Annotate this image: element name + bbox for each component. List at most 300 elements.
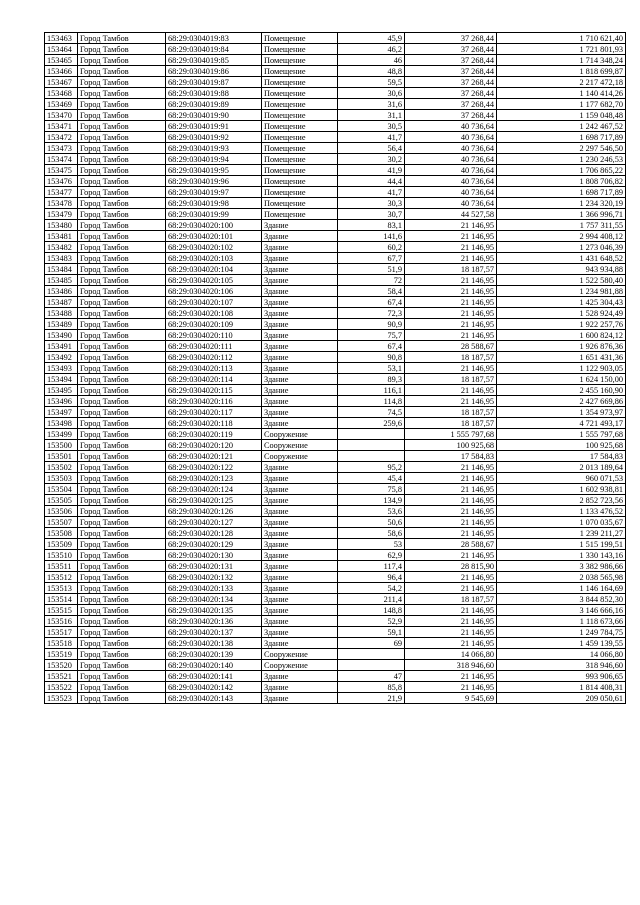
municipality-cell: Город Тамбов xyxy=(78,242,166,253)
object-type-cell: Помещение xyxy=(262,44,338,55)
unit-value-cell: 1 555 797,68 xyxy=(405,429,497,440)
row-number-cell: 153503 xyxy=(45,473,78,484)
cadastral-value-cell: 1 159 048,48 xyxy=(497,110,626,121)
table-row xyxy=(45,297,626,308)
area-cell: 46 xyxy=(338,55,405,66)
municipality-cell: Город Тамбов xyxy=(78,385,166,396)
table-row xyxy=(45,506,626,517)
object-type-cell: Здание xyxy=(262,616,338,627)
cadastral-value-cell: 1 922 257,76 xyxy=(497,319,626,330)
table-row xyxy=(45,242,626,253)
object-type-cell: Помещение xyxy=(262,154,338,165)
table-row xyxy=(45,44,626,55)
row-number-cell: 153467 xyxy=(45,77,78,88)
object-type-cell: Здание xyxy=(262,550,338,561)
area-cell: 74,5 xyxy=(338,407,405,418)
area-cell xyxy=(338,440,405,451)
row-number-cell: 153490 xyxy=(45,330,78,341)
municipality-cell: Город Тамбов xyxy=(78,550,166,561)
area-cell: 95,2 xyxy=(338,462,405,473)
object-type-cell: Здание xyxy=(262,528,338,539)
row-number-cell: 153476 xyxy=(45,176,78,187)
unit-value-cell: 37 268,44 xyxy=(405,77,497,88)
cadastral-value-cell: 318 946,60 xyxy=(497,660,626,671)
row-number-cell: 153510 xyxy=(45,550,78,561)
cadastral-value-cell: 943 934,88 xyxy=(497,264,626,275)
municipality-cell: Город Тамбов xyxy=(78,517,166,528)
object-type-cell: Здание xyxy=(262,341,338,352)
row-number-cell: 153471 xyxy=(45,121,78,132)
cadastral-number-cell: 68:29:0304020:126 xyxy=(166,506,262,517)
table-row xyxy=(45,286,626,297)
municipality-cell: Город Тамбов xyxy=(78,660,166,671)
unit-value-cell: 21 146,95 xyxy=(405,671,497,682)
area-cell: 30,3 xyxy=(338,198,405,209)
table-row xyxy=(45,88,626,99)
table-row xyxy=(45,132,626,143)
area-cell: 72 xyxy=(338,275,405,286)
table-row xyxy=(45,418,626,429)
area-cell: 52,9 xyxy=(338,616,405,627)
table-row xyxy=(45,550,626,561)
municipality-cell: Город Тамбов xyxy=(78,495,166,506)
row-number-cell: 153486 xyxy=(45,286,78,297)
cadastral-number-cell: 68:29:0304020:113 xyxy=(166,363,262,374)
table-row xyxy=(45,363,626,374)
municipality-cell: Город Тамбов xyxy=(78,275,166,286)
area-cell: 72,3 xyxy=(338,308,405,319)
cadastral-number-cell: 68:29:0304020:130 xyxy=(166,550,262,561)
municipality-cell: Город Тамбов xyxy=(78,528,166,539)
municipality-cell: Город Тамбов xyxy=(78,154,166,165)
unit-value-cell: 21 146,95 xyxy=(405,583,497,594)
municipality-cell: Город Тамбов xyxy=(78,165,166,176)
cadastral-value-table xyxy=(44,32,626,704)
row-number-cell: 153465 xyxy=(45,55,78,66)
cadastral-number-cell: 68:29:0304020:123 xyxy=(166,473,262,484)
area-cell: 75,8 xyxy=(338,484,405,495)
municipality-cell: Город Тамбов xyxy=(78,396,166,407)
object-type-cell: Помещение xyxy=(262,132,338,143)
municipality-cell: Город Тамбов xyxy=(78,616,166,627)
cadastral-number-cell: 68:29:0304020:110 xyxy=(166,330,262,341)
object-type-cell: Здание xyxy=(262,297,338,308)
object-type-cell: Помещение xyxy=(262,66,338,77)
cadastral-number-cell: 68:29:0304020:138 xyxy=(166,638,262,649)
table-row xyxy=(45,330,626,341)
unit-value-cell: 21 146,95 xyxy=(405,550,497,561)
municipality-cell: Город Тамбов xyxy=(78,297,166,308)
row-number-cell: 153472 xyxy=(45,132,78,143)
cadastral-value-cell: 1 528 924,49 xyxy=(497,308,626,319)
cadastral-value-cell: 1 522 580,40 xyxy=(497,275,626,286)
area-cell: 58,4 xyxy=(338,286,405,297)
table-row xyxy=(45,110,626,121)
cadastral-number-cell: 68:29:0304019:88 xyxy=(166,88,262,99)
row-number-cell: 153464 xyxy=(45,44,78,55)
table-row xyxy=(45,319,626,330)
municipality-cell: Город Тамбов xyxy=(78,66,166,77)
table-row xyxy=(45,495,626,506)
area-cell: 30,7 xyxy=(338,209,405,220)
cadastral-number-cell: 68:29:0304020:104 xyxy=(166,264,262,275)
row-number-cell: 153480 xyxy=(45,220,78,231)
cadastral-number-cell: 68:29:0304020:120 xyxy=(166,440,262,451)
unit-value-cell: 17 584,83 xyxy=(405,451,497,462)
object-type-cell: Здание xyxy=(262,682,338,693)
object-type-cell: Помещение xyxy=(262,165,338,176)
row-number-cell: 153516 xyxy=(45,616,78,627)
unit-value-cell: 28 588,67 xyxy=(405,539,497,550)
municipality-cell: Город Тамбов xyxy=(78,99,166,110)
cadastral-number-cell: 68:29:0304020:140 xyxy=(166,660,262,671)
cadastral-value-cell: 1 425 304,43 xyxy=(497,297,626,308)
row-number-cell: 153474 xyxy=(45,154,78,165)
cadastral-number-cell: 68:29:0304020:133 xyxy=(166,583,262,594)
area-cell: 53,1 xyxy=(338,363,405,374)
municipality-cell: Город Тамбов xyxy=(78,539,166,550)
object-type-cell: Сооружение xyxy=(262,451,338,462)
row-number-cell: 153468 xyxy=(45,88,78,99)
object-type-cell: Здание xyxy=(262,407,338,418)
municipality-cell: Город Тамбов xyxy=(78,110,166,121)
municipality-cell: Город Тамбов xyxy=(78,341,166,352)
object-type-cell: Здание xyxy=(262,517,338,528)
municipality-cell: Город Тамбов xyxy=(78,561,166,572)
row-number-cell: 153493 xyxy=(45,363,78,374)
area-cell: 30,5 xyxy=(338,121,405,132)
cadastral-number-cell: 68:29:0304019:93 xyxy=(166,143,262,154)
table-row xyxy=(45,165,626,176)
cadastral-number-cell: 68:29:0304020:137 xyxy=(166,627,262,638)
area-cell: 90,9 xyxy=(338,319,405,330)
cadastral-number-cell: 68:29:0304020:107 xyxy=(166,297,262,308)
row-number-cell: 153509 xyxy=(45,539,78,550)
area-cell: 54,2 xyxy=(338,583,405,594)
area-cell: 41,7 xyxy=(338,187,405,198)
unit-value-cell: 21 146,95 xyxy=(405,220,497,231)
object-type-cell: Помещение xyxy=(262,209,338,220)
area-cell: 85,8 xyxy=(338,682,405,693)
unit-value-cell: 21 146,95 xyxy=(405,385,497,396)
object-type-cell: Помещение xyxy=(262,143,338,154)
row-number-cell: 153496 xyxy=(45,396,78,407)
unit-value-cell: 37 268,44 xyxy=(405,44,497,55)
area-cell: 114,8 xyxy=(338,396,405,407)
cadastral-value-cell: 1 242 467,52 xyxy=(497,121,626,132)
unit-value-cell: 40 736,64 xyxy=(405,165,497,176)
object-type-cell: Помещение xyxy=(262,88,338,99)
table-row xyxy=(45,484,626,495)
object-type-cell: Помещение xyxy=(262,198,338,209)
municipality-cell: Город Тамбов xyxy=(78,594,166,605)
area-cell: 211,4 xyxy=(338,594,405,605)
row-number-cell: 153485 xyxy=(45,275,78,286)
municipality-cell: Город Тамбов xyxy=(78,77,166,88)
municipality-cell: Город Тамбов xyxy=(78,143,166,154)
municipality-cell: Город Тамбов xyxy=(78,429,166,440)
object-type-cell: Здание xyxy=(262,473,338,484)
object-type-cell: Здание xyxy=(262,231,338,242)
municipality-cell: Город Тамбов xyxy=(78,352,166,363)
table-row xyxy=(45,528,626,539)
cadastral-number-cell: 68:29:0304020:108 xyxy=(166,308,262,319)
area-cell: 134,9 xyxy=(338,495,405,506)
object-type-cell: Здание xyxy=(262,561,338,572)
cadastral-value-cell: 3 844 852,30 xyxy=(497,594,626,605)
unit-value-cell: 40 736,64 xyxy=(405,187,497,198)
unit-value-cell: 18 187,57 xyxy=(405,352,497,363)
cadastral-number-cell: 68:29:0304020:141 xyxy=(166,671,262,682)
object-type-cell: Помещение xyxy=(262,33,338,44)
cadastral-number-cell: 68:29:0304019:91 xyxy=(166,121,262,132)
area-cell: 259,6 xyxy=(338,418,405,429)
unit-value-cell: 28 588,67 xyxy=(405,341,497,352)
area-cell: 31,6 xyxy=(338,99,405,110)
object-type-cell: Сооружение xyxy=(262,429,338,440)
cadastral-value-cell: 2 217 472,18 xyxy=(497,77,626,88)
municipality-cell: Город Тамбов xyxy=(78,627,166,638)
table-row xyxy=(45,627,626,638)
municipality-cell: Город Тамбов xyxy=(78,231,166,242)
cadastral-value-cell: 1 814 408,31 xyxy=(497,682,626,693)
table-row xyxy=(45,594,626,605)
object-type-cell: Здание xyxy=(262,671,338,682)
object-type-cell: Помещение xyxy=(262,99,338,110)
cadastral-value-cell: 1 757 311,55 xyxy=(497,220,626,231)
cadastral-number-cell: 68:29:0304020:106 xyxy=(166,286,262,297)
unit-value-cell: 21 146,95 xyxy=(405,517,497,528)
cadastral-value-cell: 993 906,65 xyxy=(497,671,626,682)
table-row xyxy=(45,539,626,550)
table-body xyxy=(45,33,626,704)
cadastral-value-cell: 1 926 876,36 xyxy=(497,341,626,352)
row-number-cell: 153492 xyxy=(45,352,78,363)
area-cell: 30,6 xyxy=(338,88,405,99)
cadastral-value-cell: 2 427 669,86 xyxy=(497,396,626,407)
cadastral-value-cell: 1 140 414,26 xyxy=(497,88,626,99)
cadastral-number-cell: 68:29:0304020:115 xyxy=(166,385,262,396)
unit-value-cell: 21 146,95 xyxy=(405,638,497,649)
cadastral-number-cell: 68:29:0304019:94 xyxy=(166,154,262,165)
cadastral-number-cell: 68:29:0304020:105 xyxy=(166,275,262,286)
cadastral-value-cell: 2 013 189,64 xyxy=(497,462,626,473)
cadastral-number-cell: 68:29:0304020:101 xyxy=(166,231,262,242)
area-cell: 31,1 xyxy=(338,110,405,121)
table-row xyxy=(45,385,626,396)
cadastral-value-cell: 1 624 150,00 xyxy=(497,374,626,385)
row-number-cell: 153478 xyxy=(45,198,78,209)
area-cell: 62,9 xyxy=(338,550,405,561)
table-row xyxy=(45,451,626,462)
municipality-cell: Город Тамбов xyxy=(78,55,166,66)
municipality-cell: Город Тамбов xyxy=(78,286,166,297)
table-row xyxy=(45,55,626,66)
unit-value-cell: 37 268,44 xyxy=(405,33,497,44)
cadastral-value-cell: 209 050,61 xyxy=(497,693,626,704)
cadastral-number-cell: 68:29:0304020:134 xyxy=(166,594,262,605)
unit-value-cell: 21 146,95 xyxy=(405,462,497,473)
municipality-cell: Город Тамбов xyxy=(78,187,166,198)
unit-value-cell: 40 736,64 xyxy=(405,121,497,132)
unit-value-cell: 18 187,57 xyxy=(405,594,497,605)
row-number-cell: 153484 xyxy=(45,264,78,275)
area-cell: 67,7 xyxy=(338,253,405,264)
unit-value-cell: 40 736,64 xyxy=(405,132,497,143)
table-row xyxy=(45,154,626,165)
row-number-cell: 153499 xyxy=(45,429,78,440)
area-cell: 53,6 xyxy=(338,506,405,517)
area-cell: 47 xyxy=(338,671,405,682)
cadastral-number-cell: 68:29:0304020:128 xyxy=(166,528,262,539)
object-type-cell: Здание xyxy=(262,506,338,517)
row-number-cell: 153521 xyxy=(45,671,78,682)
area-cell: 116,1 xyxy=(338,385,405,396)
cadastral-value-cell: 1 515 199,51 xyxy=(497,539,626,550)
object-type-cell: Помещение xyxy=(262,77,338,88)
row-number-cell: 153470 xyxy=(45,110,78,121)
cadastral-value-cell: 3 382 986,66 xyxy=(497,561,626,572)
area-cell: 69 xyxy=(338,638,405,649)
municipality-cell: Город Тамбов xyxy=(78,407,166,418)
row-number-cell: 153483 xyxy=(45,253,78,264)
table-row xyxy=(45,143,626,154)
cadastral-number-cell: 68:29:0304019:97 xyxy=(166,187,262,198)
object-type-cell: Здание xyxy=(262,627,338,638)
object-type-cell: Здание xyxy=(262,396,338,407)
unit-value-cell: 37 268,44 xyxy=(405,55,497,66)
unit-value-cell: 21 146,95 xyxy=(405,275,497,286)
row-number-cell: 153498 xyxy=(45,418,78,429)
object-type-cell: Здание xyxy=(262,242,338,253)
object-type-cell: Здание xyxy=(262,418,338,429)
cadastral-number-cell: 68:29:0304020:116 xyxy=(166,396,262,407)
table-row xyxy=(45,231,626,242)
cadastral-number-cell: 68:29:0304020:135 xyxy=(166,605,262,616)
row-number-cell: 153466 xyxy=(45,66,78,77)
row-number-cell: 153487 xyxy=(45,297,78,308)
cadastral-number-cell: 68:29:0304020:118 xyxy=(166,418,262,429)
cadastral-value-cell: 1 555 797,68 xyxy=(497,429,626,440)
area-cell xyxy=(338,660,405,671)
cadastral-value-cell: 4 721 493,17 xyxy=(497,418,626,429)
cadastral-value-cell: 1 651 431,36 xyxy=(497,352,626,363)
unit-value-cell: 21 146,95 xyxy=(405,396,497,407)
unit-value-cell: 100 925,68 xyxy=(405,440,497,451)
cadastral-number-cell: 68:29:0304020:124 xyxy=(166,484,262,495)
cadastral-value-cell: 1 249 784,75 xyxy=(497,627,626,638)
cadastral-number-cell: 68:29:0304020:132 xyxy=(166,572,262,583)
cadastral-value-cell: 14 066,80 xyxy=(497,649,626,660)
municipality-cell: Город Тамбов xyxy=(78,682,166,693)
object-type-cell: Здание xyxy=(262,264,338,275)
object-type-cell: Здание xyxy=(262,638,338,649)
row-number-cell: 153518 xyxy=(45,638,78,649)
municipality-cell: Город Тамбов xyxy=(78,671,166,682)
area-cell xyxy=(338,649,405,660)
cadastral-value-cell: 1 459 139,55 xyxy=(497,638,626,649)
area-cell: 46,2 xyxy=(338,44,405,55)
municipality-cell: Город Тамбов xyxy=(78,484,166,495)
table-row xyxy=(45,693,626,704)
municipality-cell: Город Тамбов xyxy=(78,473,166,484)
table-row xyxy=(45,517,626,528)
unit-value-cell: 40 736,64 xyxy=(405,198,497,209)
row-number-cell: 153507 xyxy=(45,517,78,528)
cadastral-value-cell: 1 600 824,12 xyxy=(497,330,626,341)
table-row xyxy=(45,187,626,198)
unit-value-cell: 21 146,95 xyxy=(405,297,497,308)
row-number-cell: 153502 xyxy=(45,462,78,473)
cadastral-value-cell: 1 146 164,69 xyxy=(497,583,626,594)
table-row xyxy=(45,209,626,220)
cadastral-number-cell: 68:29:0304020:119 xyxy=(166,429,262,440)
municipality-cell: Город Тамбов xyxy=(78,572,166,583)
area-cell: 117,4 xyxy=(338,561,405,572)
object-type-cell: Здание xyxy=(262,363,338,374)
area-cell: 89,3 xyxy=(338,374,405,385)
object-type-cell: Здание xyxy=(262,385,338,396)
object-type-cell: Здание xyxy=(262,495,338,506)
area-cell: 141,6 xyxy=(338,231,405,242)
row-number-cell: 153479 xyxy=(45,209,78,220)
object-type-cell: Здание xyxy=(262,253,338,264)
table-row xyxy=(45,264,626,275)
area-cell: 45,9 xyxy=(338,33,405,44)
table-row xyxy=(45,341,626,352)
object-type-cell: Помещение xyxy=(262,55,338,66)
object-type-cell: Здание xyxy=(262,462,338,473)
cadastral-number-cell: 68:29:0304019:92 xyxy=(166,132,262,143)
unit-value-cell: 21 146,95 xyxy=(405,682,497,693)
object-type-cell: Здание xyxy=(262,605,338,616)
table-row xyxy=(45,671,626,682)
row-number-cell: 153512 xyxy=(45,572,78,583)
object-type-cell: Помещение xyxy=(262,110,338,121)
row-number-cell: 153501 xyxy=(45,451,78,462)
cadastral-number-cell: 68:29:0304019:95 xyxy=(166,165,262,176)
object-type-cell: Здание xyxy=(262,319,338,330)
unit-value-cell: 18 187,57 xyxy=(405,264,497,275)
object-type-cell: Здание xyxy=(262,594,338,605)
municipality-cell: Город Тамбов xyxy=(78,198,166,209)
row-number-cell: 153523 xyxy=(45,693,78,704)
municipality-cell: Город Тамбов xyxy=(78,363,166,374)
unit-value-cell: 21 146,95 xyxy=(405,253,497,264)
row-number-cell: 153463 xyxy=(45,33,78,44)
cadastral-value-cell: 960 071,53 xyxy=(497,473,626,484)
row-number-cell: 153504 xyxy=(45,484,78,495)
municipality-cell: Город Тамбов xyxy=(78,308,166,319)
cadastral-value-cell: 1 714 348,24 xyxy=(497,55,626,66)
cadastral-value-cell: 1 122 903,05 xyxy=(497,363,626,374)
row-number-cell: 153522 xyxy=(45,682,78,693)
row-number-cell: 153511 xyxy=(45,561,78,572)
row-number-cell: 153500 xyxy=(45,440,78,451)
cadastral-value-cell: 100 925,68 xyxy=(497,440,626,451)
municipality-cell: Город Тамбов xyxy=(78,88,166,99)
cadastral-number-cell: 68:29:0304020:111 xyxy=(166,341,262,352)
area-cell xyxy=(338,451,405,462)
table-row xyxy=(45,616,626,627)
cadastral-number-cell: 68:29:0304020:121 xyxy=(166,451,262,462)
table-row xyxy=(45,660,626,671)
row-number-cell: 153495 xyxy=(45,385,78,396)
area-cell: 59,5 xyxy=(338,77,405,88)
table-row xyxy=(45,352,626,363)
object-type-cell: Здание xyxy=(262,572,338,583)
cadastral-value-cell: 1 721 801,93 xyxy=(497,44,626,55)
